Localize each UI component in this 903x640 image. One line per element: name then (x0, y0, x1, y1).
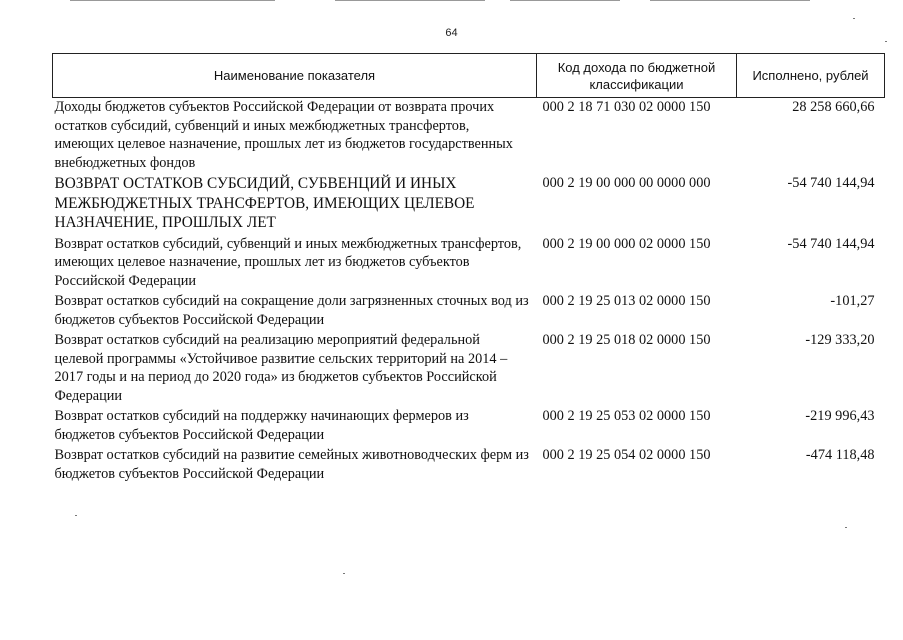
page-number: 64 (445, 27, 458, 39)
indicator-name: Доходы бюджетов субъектов Российской Федерации от возврата прочих остатков субсидий, субвенций и иных межбюджетных трансфертов, имеющих целевое назначение, прошлых лет из бюджетов государственных внебюджетных фондов (54, 99, 513, 171)
scan-speck (853, 18, 855, 19)
revenue-code: 000 2 19 00 000 00 0000 000 (542, 175, 711, 191)
indicator-name: Возврат остатков субсидий на развитие семейных животноводческих ферм из бюджетов субъектов Российской Федерации (54, 447, 529, 482)
header-revenue-code: Код дохода по бюджетной классификации (537, 54, 737, 98)
indicator-name: ВОЗВРАТ ОСТАТКОВ СУБСИДИЙ, СУБВЕНЦИЙ И ИНЫХ МЕЖБЮДЖЕТНЫХ ТРАНСФЕРТОВ, ИМЕЮЩИХ ЦЕЛЕВОЕ НАЗНАЧЕНИЕ, ПРОШЛЫХ ЛЕТ (54, 175, 475, 231)
table-row (53, 174, 885, 235)
indicator-name: Возврат остатков субсидий на сокращение доли загрязненных сточных вод из бюджетов субъектов Российской Федерации (54, 293, 529, 328)
revenue-code: 000 2 19 25 018 02 0000 150 (542, 332, 711, 348)
scan-edge-line (650, 0, 810, 1)
table-header-row (53, 54, 885, 98)
scan-speck (885, 41, 887, 42)
header-indicator-name: Наименование показателя (53, 54, 537, 98)
indicator-name: Возврат остатков субсидий, субвенций и иных межбюджетных трансфертов, имеющих целевое назначение, прошлых лет из бюджетов субъектов Российской Федерации (54, 235, 522, 289)
table-row (53, 331, 885, 407)
scan-speck (845, 527, 847, 528)
scan-speck (343, 573, 345, 574)
table-row (53, 98, 885, 175)
amount-executed: -54 740 144,94 (787, 235, 875, 252)
table-row (53, 235, 885, 293)
table-row (53, 292, 885, 331)
amount-executed: -54 740 144,94 (787, 175, 875, 191)
revenue-code: 000 2 19 25 054 02 0000 150 (542, 447, 711, 463)
table-row (53, 407, 885, 446)
amount-executed: -129 333,20 (805, 332, 875, 348)
header-amount-executed: Исполнено, рублей (737, 54, 885, 98)
budget-report-table (52, 53, 885, 485)
scan-edge-line (335, 0, 485, 1)
scan-speck (75, 515, 77, 516)
table-row (53, 446, 885, 485)
indicator-name: Возврат остатков субсидий на реализацию мероприятий федеральной целевой программы «Устойчивое развитие сельских территорий на 2014 – 2017 годы и на период до 2020 года» из бюджетов субъектов Российской Федерации (54, 332, 508, 404)
revenue-code: 000 2 19 25 013 02 0000 150 (542, 293, 711, 309)
revenue-code: 000 2 19 00 000 02 0000 150 (542, 235, 711, 252)
amount-executed: -101,27 (830, 293, 875, 309)
amount-executed: 28 258 660,66 (792, 99, 875, 115)
amount-executed: -219 996,43 (805, 408, 875, 424)
scan-edge-line (510, 0, 620, 1)
indicator-name: Возврат остатков субсидий на поддержку начинающих фермеров из бюджетов субъектов Российской Федерации (54, 408, 469, 443)
amount-executed: -474 118,48 (805, 447, 875, 463)
scan-edge-line (70, 0, 275, 1)
revenue-code: 000 2 18 71 030 02 0000 150 (542, 99, 711, 115)
revenue-code: 000 2 19 25 053 02 0000 150 (542, 408, 711, 424)
